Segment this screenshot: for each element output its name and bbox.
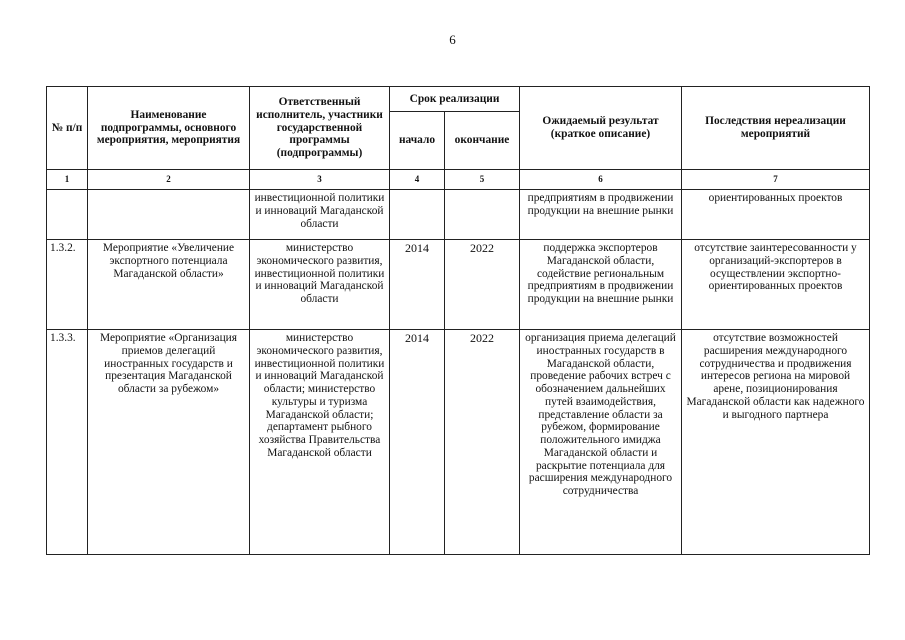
row-start — [390, 190, 445, 240]
column-number: 5 — [445, 170, 520, 190]
column-number: 3 — [250, 170, 390, 190]
row-end: 2022 — [445, 240, 520, 330]
column-number: 7 — [682, 170, 870, 190]
row-executor: министерство экономического развития, инвестиционной политики и инноваций Магаданской области; министерство культуры и туризма Магаданской области; департамент рыбного хозяйства Правительства Магаданской области — [250, 330, 390, 555]
table-row — [47, 240, 870, 330]
header-consequences: Последствия нереализации мероприятий — [682, 87, 870, 170]
header-number: № п/п — [47, 87, 88, 170]
measures-table — [46, 86, 870, 555]
row-name: Мероприятие «Организация приемов делегаций иностранных государств и презентация Магаданской области за рубежом» — [88, 330, 250, 555]
row-result: организация приема делегаций иностранных государств в Магаданской области, проведение рабочих встреч с обозначением дальнейших путей взаимодействия, представление области за рубежом, формирование положительного имиджа Магаданской области и раскрытие потенциала для расширения международного сотрудничества — [520, 330, 682, 555]
column-number: 2 — [88, 170, 250, 190]
row-executor: инвестиционной политики и инноваций Магаданской области — [250, 190, 390, 240]
page-number: 6 — [449, 32, 456, 47]
table-row — [47, 190, 870, 240]
table-row — [47, 330, 870, 555]
row-end: 2022 — [445, 330, 520, 555]
row-name: Мероприятие «Увеличение экспортного потенциала Магаданской области» — [88, 240, 250, 330]
header-period: Срок реализации — [390, 87, 520, 112]
column-number: 6 — [520, 170, 682, 190]
row-number: 1.3.2. — [47, 240, 88, 330]
row-start: 2014 — [390, 240, 445, 330]
row-result: поддержка экспортеров Магаданской области, содействие региональным предприятиям в продвижении продукции на внешние рынки — [520, 240, 682, 330]
column-number: 4 — [390, 170, 445, 190]
row-number: 1.3.3. — [47, 330, 88, 555]
row-name — [88, 190, 250, 240]
row-consequences: ориентированных проектов — [682, 190, 870, 240]
column-number: 1 — [47, 170, 88, 190]
row-end — [445, 190, 520, 240]
row-consequences: отсутствие возможностей расширения международного сотрудничества и продвижения интересов региона на мировой арене, позиционирования Магаданской области как надежного и выгодного партнера — [682, 330, 870, 555]
header-start: начало — [390, 112, 445, 170]
row-result: предприятиям в продвижении продукции на внешние рынки — [520, 190, 682, 240]
header-row — [47, 87, 870, 112]
row-start: 2014 — [390, 330, 445, 555]
column-number-row — [47, 170, 870, 190]
header-result: Ожидаемый результат (краткое описание) — [520, 87, 682, 170]
header-executor: Ответственный исполнитель, участники государственной программы (подпрограммы) — [250, 87, 390, 170]
row-executor: министерство экономического развития, инвестиционной политики и инноваций Магаданской области — [250, 240, 390, 330]
row-consequences: отсутствие заинтересованности у организаций-экспортеров в осуществлении экспортно-ориентированных проектов — [682, 240, 870, 330]
header-name: Наименование подпрограммы, основного мероприятия, мероприятия — [88, 87, 250, 170]
header-end: окончание — [445, 112, 520, 170]
row-number — [47, 190, 88, 240]
